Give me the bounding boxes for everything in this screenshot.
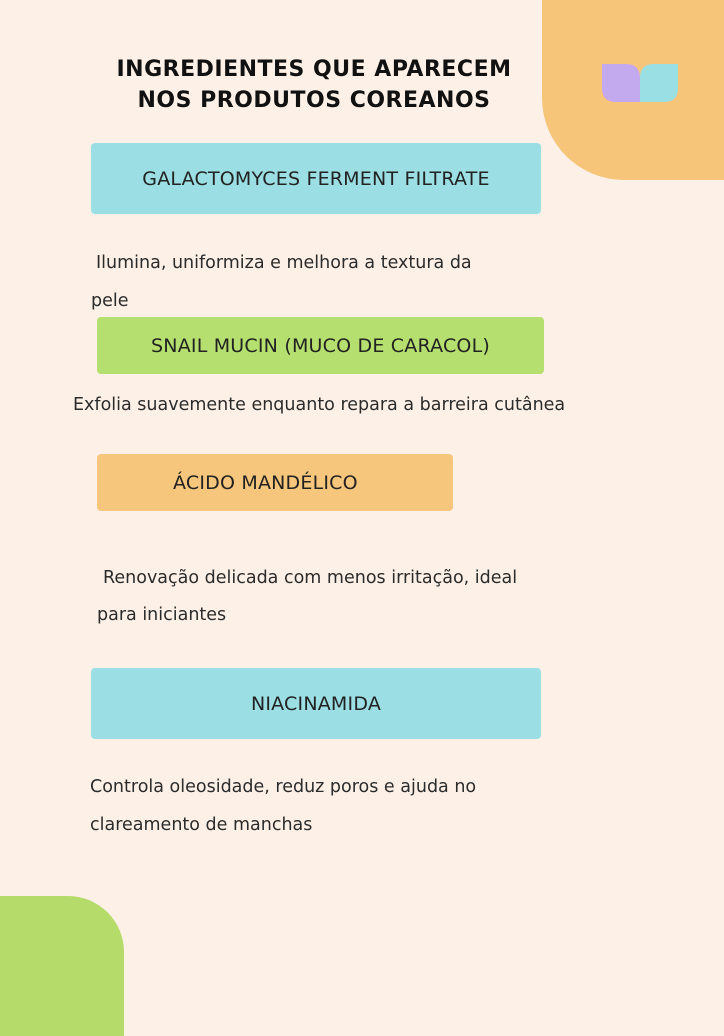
ingredient-name: NIACINAMIDA [250, 692, 382, 715]
ingredient-description-acido-mandelico [97, 560, 517, 634]
description-line: Ilumina, uniformiza e melhora a textura da [96, 253, 472, 273]
page-title-line-1: INGREDIENTES QUE APARECEM [116, 57, 512, 82]
ingredient-description-galactomyces [91, 244, 472, 320]
ingredient-label-niacinamida [91, 668, 541, 739]
ingredient-label-acido-mandelico [97, 454, 453, 511]
page-title-line-2: NOS PRODUTOS COREANOS [137, 88, 491, 113]
description-line: Controla oleosidade, reduz poros e ajuda no [90, 777, 477, 797]
description-line: clareamento de manchas [90, 815, 313, 835]
description-line: para iniciantes [97, 605, 227, 625]
ingredient-name: SNAIL MUCIN (MUCO DE CARACOL) [151, 334, 490, 357]
ingredient-label-galactomyces [91, 143, 541, 214]
description-line: pele [91, 291, 129, 311]
corner-shape-bottom-left [0, 896, 124, 1036]
page-title [70, 54, 558, 116]
description-line: Exfolia suavemente enquanto repara a barreira cutânea [73, 395, 566, 415]
leaf-logo-icon [602, 64, 678, 102]
ingredient-label-snail-mucin [97, 317, 544, 374]
ingredient-description-snail-mucin [73, 393, 565, 417]
ingredient-description-niacinamida [90, 768, 476, 844]
ingredient-name: GALACTOMYCES FERMENT FILTRATE [142, 167, 490, 190]
description-line: Renovação delicada com menos irritação, ideal [103, 568, 518, 588]
ingredient-name: ÁCIDO MANDÉLICO [173, 471, 358, 494]
